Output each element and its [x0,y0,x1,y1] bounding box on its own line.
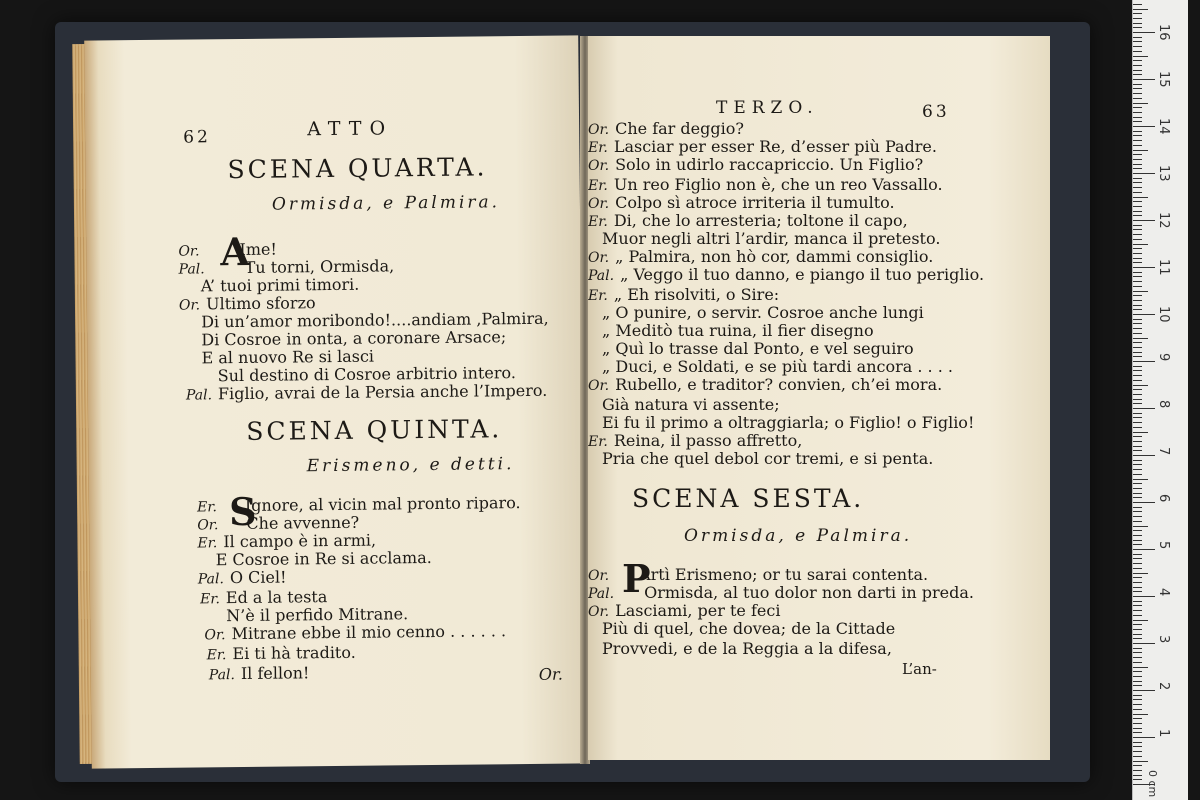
verse-line: Già natura vi assente; [602,395,780,414]
ruler-tick [1133,549,1155,550]
ruler-tick [1133,516,1142,517]
ruler-tick [1133,338,1148,339]
ruler-tick [1133,662,1142,663]
ruler-tick [1133,746,1142,747]
scene-title-quinta: SCENA QUINTA. [246,414,503,446]
ruler-tick [1133,356,1142,357]
ruler-tick [1133,488,1142,489]
ruler-tick [1133,615,1142,616]
ruler-tick [1133,370,1142,371]
ruler-tick [1133,32,1155,33]
ruler-tick [1133,742,1142,743]
ruler-number: 12 [1156,212,1171,229]
verse-line: Or. Colpo sì atroce irriteria il tumulto. [588,193,895,212]
catchword-left: Or. [538,664,564,684]
verse-line: Più di quel, che dovea; de la Cittade [602,619,896,638]
ruler-tick [1133,211,1142,212]
ruler-tick [1133,253,1142,254]
ruler-number: 4 [1156,588,1171,597]
ruler-tick [1133,507,1142,508]
ruler-tick [1133,695,1142,696]
ruler-tick [1133,244,1148,245]
verse-line: Or. Che far deggio? [588,119,744,138]
verse-line: Pal. Tu torni, Ormisda, [178,256,395,278]
ruler-tick [1133,164,1142,165]
ruler-tick [1133,182,1142,183]
ruler-tick [1133,690,1155,691]
ruler-tick [1133,441,1142,442]
ruler-tick [1133,455,1155,456]
scene-title-sesta: SCENA SESTA. [632,484,865,513]
ruler-tick [1133,544,1142,545]
ruler-tick [1133,18,1142,19]
ruler-tick [1133,126,1155,127]
ruler-unit-label: 0 cm [1146,770,1159,798]
verse-line: Er. Il campo è in armi, [197,530,377,552]
ruler-tick [1133,366,1142,367]
ruler-tick [1133,591,1142,592]
scene-cast-sesta: Ormisda, e Palmira. [684,526,913,546]
catchword-right: L’an- [902,660,937,678]
ruler-tick [1133,46,1142,47]
ruler-tick [1133,728,1142,729]
ruler-tick [1133,333,1142,334]
ruler-tick [1133,178,1142,179]
verse-line: Pal. Il fellon! [208,663,310,684]
verse-line: Muor negli altri l’ardir, manca il pretesto. [602,229,941,248]
ruler-tick [1133,413,1142,414]
verse-line: Er. Ed a la testa [199,587,328,608]
ruler-tick [1133,634,1142,635]
ruler-tick [1133,399,1142,400]
ruler-tick [1133,652,1142,653]
ruler-tick [1133,375,1142,376]
ruler-tick [1133,309,1142,310]
dropcap-a: A [220,228,251,275]
ruler-tick [1133,761,1148,762]
ruler-tick [1133,319,1142,320]
verse-line: Or. Ime! [178,239,277,260]
ruler-tick [1133,714,1148,715]
ruler-tick [1133,173,1155,174]
ruler-tick [1133,417,1142,418]
ruler-number: 14 [1156,118,1171,135]
dropcap-p: P [622,556,651,601]
ruler-tick [1133,361,1155,362]
verse-line: Ei fu il primo a oltraggiarla; o Figlio! o Figlio! [602,413,975,432]
verse-line: Pal. O Ciel! [197,567,287,588]
verse-line: Pal. Ormisda, al tuo dolor non darti in preda. [588,583,974,602]
ruler-tick [1133,610,1142,611]
ruler-tick [1133,150,1148,151]
ruler-tick [1133,587,1142,588]
ruler-tick [1133,554,1142,555]
ruler-tick [1133,272,1142,273]
ruler-tick [1133,479,1148,480]
ruler-tick [1133,521,1142,522]
ruler-tick [1133,667,1148,668]
ruler-tick [1133,314,1155,315]
ruler-tick [1133,220,1155,221]
ruler-tick [1133,732,1142,733]
verse-line: Or. Ultimo sforzo [178,293,316,314]
ruler-tick [1133,657,1142,658]
ruler-tick [1133,709,1142,710]
ruler-tick [1133,389,1142,390]
ruler-tick [1133,328,1142,329]
scene-title-quarta: SCENA QUARTA. [227,152,488,185]
ruler-tick [1133,643,1155,644]
ruler-tick [1133,446,1142,447]
ruler-tick [1133,131,1142,132]
ruler-tick [1133,620,1148,621]
ruler-tick [1133,215,1142,216]
dropcap-s: S [228,488,257,535]
ruler-tick [1133,681,1142,682]
left-page [84,35,586,768]
ruler-tick [1133,267,1155,268]
ruler-tick [1133,107,1142,108]
ruler-number: 5 [1156,541,1171,550]
ruler-tick [1133,225,1142,226]
ruler-tick [1133,502,1155,503]
ruler-tick [1133,474,1142,475]
ruler-tick [1133,135,1142,136]
ruler-tick [1133,460,1142,461]
ruler-tick [1133,56,1148,57]
ruler-tick [1133,60,1142,61]
ruler-tick [1133,497,1142,498]
ruler-tick [1133,206,1142,207]
ruler-tick [1133,779,1142,780]
ruler-tick [1133,121,1142,122]
ruler-tick [1133,380,1142,381]
verse-line: Di Cosroe in onta, a coronare Arsace; [201,327,507,350]
scene-cast-quinta: Erismeno, e detti. [306,454,515,477]
ruler-tick [1133,154,1142,155]
ruler-tick [1133,751,1142,752]
ruler-tick [1133,305,1142,306]
ruler-tick [1133,117,1142,118]
ruler-tick [1133,234,1142,235]
ruler-tick [1133,601,1142,602]
verse-line: Or. Solo in udirlo raccapriccio. Un Figlio? [588,155,924,174]
verse-line: Er. Di, che lo arresteria; toltone il capo, [588,211,908,230]
ruler-tick [1133,699,1142,700]
ruler-tick [1133,408,1155,409]
ruler-number: 1 [1156,729,1171,738]
ruler-tick [1133,685,1142,686]
ruler-number: 6 [1156,494,1171,503]
ruler-tick [1133,450,1142,451]
ruler-tick [1133,427,1142,428]
scene-cast-quarta: Ormisda, e Palmira. [271,192,501,215]
ruler-tick [1133,347,1142,348]
verse-line: „ Quì lo trasse dal Ponto, e vel seguiro [602,339,914,358]
ruler-tick [1133,323,1142,324]
ruler-tick [1133,291,1148,292]
ruler-tick [1133,737,1155,738]
ruler-tick [1133,112,1142,113]
verse-line: E al nuovo Re si lasci [201,346,375,368]
ruler-tick [1133,248,1142,249]
ruler-tick [1133,258,1142,259]
ruler-tick [1133,493,1142,494]
ruler-number: 15 [1156,71,1171,88]
verse-line: Er. „ Eh risolviti, o Sire: [588,285,780,304]
verse-line: „ Duci, e Soldati, e se più tardi ancora . . . . [602,357,953,376]
ruler-tick [1133,432,1148,433]
ruler-tick [1133,526,1148,527]
running-head-left: ATTO [307,117,394,141]
ruler-tick [1133,605,1142,606]
ruler-tick [1133,239,1142,240]
verse-line: „ O punire, o servir. Cosroe anche lungi [602,303,924,322]
ruler-tick [1133,676,1142,677]
ruler-tick [1133,140,1142,141]
ruler-tick [1133,70,1142,71]
ruler-tick [1133,197,1148,198]
ruler-tick [1133,558,1142,559]
ruler-tick [1133,436,1142,437]
ruler-tick [1133,540,1142,541]
ruler-tick [1133,756,1142,757]
ruler-tick [1133,276,1142,277]
ruler-tick [1133,403,1142,404]
ruler-number: 13 [1156,165,1171,182]
ruler-tick [1133,765,1142,766]
ruler-tick [1133,4,1142,5]
right-page [588,36,1050,760]
ruler-tick [1133,74,1142,75]
ruler-tick [1133,352,1142,353]
verse-line: „ Meditò tua ruina, il fier disegno [602,321,874,340]
verse-line: Pal. „ Veggo il tuo danno, e piango il tuo periglio. [588,265,985,284]
ruler-tick [1133,229,1142,230]
ruler-tick [1133,582,1142,583]
page-number-right: 63 [922,102,950,122]
ruler-tick [1133,342,1142,343]
ruler-tick [1133,568,1142,569]
ruler-tick [1133,629,1142,630]
ruler-tick [1133,192,1142,193]
ruler-tick [1133,145,1142,146]
ruler-number: 3 [1156,635,1171,644]
ruler-tick [1133,41,1142,42]
ruler-tick [1133,98,1142,99]
ruler-tick [1133,464,1142,465]
verse-line: E Cosroe in Re si acclama. [215,547,432,570]
verse-line: Or. Rubello, e traditor? convien, ch’ei mora. [588,375,943,394]
ruler-number: 2 [1156,682,1171,691]
ruler-tick [1133,27,1142,28]
ruler-tick [1133,770,1142,771]
verse-line: Di un’amor moribondo!....andiam ,Palmira, [201,308,549,332]
ruler-tick [1133,93,1142,94]
running-head-right: TERZO. [716,98,819,118]
ruler-tick [1133,775,1142,776]
ruler-tick [1133,159,1142,160]
ruler-tick [1133,624,1142,625]
ruler-tick [1133,37,1142,38]
ruler-tick [1133,573,1148,574]
verse-line: Provvedi, e de la Reggia a la difesa, [602,639,892,658]
ruler-tick [1133,295,1142,296]
ruler-tick [1133,530,1142,531]
ruler-tick [1133,187,1142,188]
ruler-number: 16 [1156,24,1171,41]
ruler-tick [1133,286,1142,287]
ruler-tick [1133,394,1142,395]
ruler-tick [1133,88,1142,89]
ruler-tick [1133,65,1142,66]
ruler-tick [1133,704,1142,705]
verse-line: N’è il perfido Mitrane. [226,604,409,626]
ruler-number: 11 [1156,259,1171,276]
ruler-tick [1133,638,1142,639]
ruler-number: 10 [1156,306,1171,323]
ruler-number: 9 [1156,353,1171,362]
verse-line: Or. Lasciami, per te feci [588,601,781,620]
verse-line: Sul destino di Cosroe arbitrio intero. [217,363,517,386]
ruler-tick [1133,51,1142,52]
ruler-number: 8 [1156,400,1171,409]
ruler-tick [1133,535,1142,536]
ruler-tick [1133,262,1142,263]
verse-line: Or. Che avvenne? [197,512,360,534]
verse-line: Or. „ Palmira, non hò cor, dammi consiglio. [588,247,934,266]
page-number-left: 62 [183,127,211,148]
ruler-tick [1133,563,1142,564]
verse-line: Er. Ei ti hà tradito. [206,642,356,664]
ruler-tick [1133,385,1148,386]
verse-line: A’ tuoi primi timori. [200,274,360,296]
ruler-tick [1133,9,1148,10]
ruler-tick [1133,577,1142,578]
ruler-tick [1133,201,1142,202]
verse-line: Pria che quel debol cor tremi, e si penta. [602,449,934,468]
ruler-tick [1133,168,1142,169]
measuring-ruler [1132,0,1188,800]
ruler-tick [1133,511,1142,512]
ruler-tick [1133,300,1142,301]
verse-line: Or. Artì Erismeno; or tu sarai contenta. [588,565,929,584]
ruler-tick [1133,79,1155,80]
verse-line: Er. Un reo Figlio non è, che un reo Vassallo. [588,175,943,194]
ruler-tick [1133,23,1142,24]
ruler-tick [1133,84,1142,85]
ruler-tick [1133,13,1142,14]
verse-line: Er. Lasciar per esser Re, d’esser più Padre. [588,137,937,156]
ruler-tick [1133,483,1142,484]
ruler-number: 7 [1156,447,1171,456]
verse-line: Or. Mitrane ebbe il mio cenno . . . . . . [204,621,507,644]
ruler-tick [1133,469,1142,470]
verse-line: Er. Ignore, al vicin mal pronto riparo. [197,493,521,516]
ruler-tick [1133,422,1142,423]
verse-line: Er. Reina, il passo affretto, [588,431,803,450]
ruler-tick [1133,718,1142,719]
ruler-tick [1133,671,1142,672]
ruler-tick [1133,648,1142,649]
verse-line: Pal. Figlio, avrai de la Persia anche l’Impero. [185,380,548,404]
ruler-tick [1133,103,1148,104]
ruler-tick [1133,723,1142,724]
ruler-tick [1133,281,1142,282]
ruler-tick [1133,596,1155,597]
